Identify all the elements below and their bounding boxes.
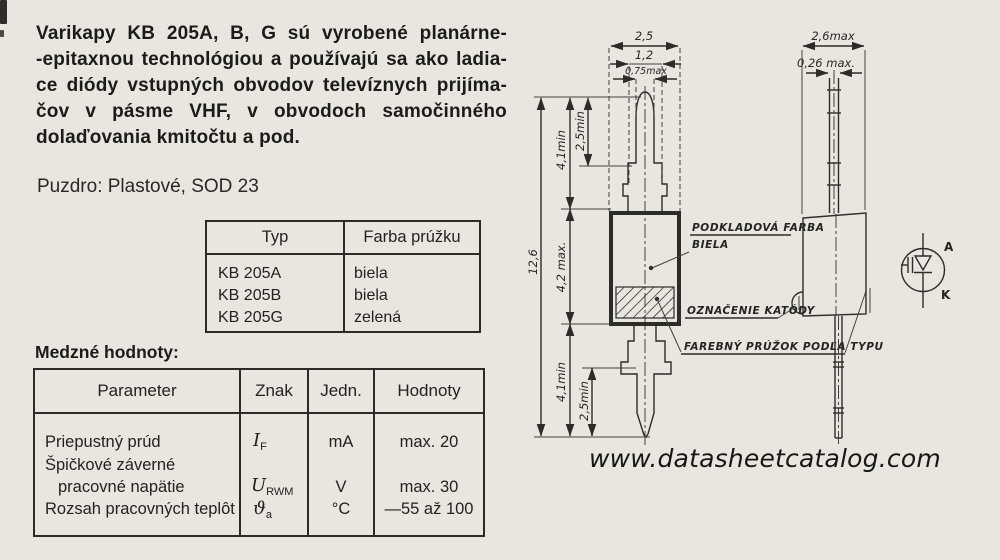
- intro-line: Varikapy KB 205A, B, G sú vyrobené planárne-: [36, 23, 507, 44]
- label-base-color-line2: BIELA: [692, 239, 729, 251]
- column-header-farba: Farba prúžku: [363, 228, 461, 246]
- table-cell-unit: mA: [328, 433, 354, 451]
- intro-line: ce diódy vstupných obvodov televíznych prijíma-: [36, 75, 507, 96]
- symbol-subscript: F: [260, 441, 267, 453]
- dim-label-body-width: 2,5: [634, 29, 654, 43]
- table-cell-parameter: Priepustný prúd: [45, 433, 161, 451]
- table-cell-value: max. 20: [399, 433, 459, 451]
- dim-label-rod-width: 0,75max: [625, 66, 667, 77]
- dim-label-tip-bottom: 2,5min: [577, 381, 591, 421]
- color-stripe-hatch: [616, 287, 674, 318]
- leader-dot: [649, 266, 653, 270]
- column-header-hodnoty: Hodnoty: [397, 381, 461, 400]
- column-header-znak: Znak: [255, 381, 293, 400]
- dim-label-lead-width: 0,26 max.: [797, 56, 855, 70]
- symbol-subscript: RWM: [266, 486, 294, 498]
- varicap-symbol: [901, 233, 954, 308]
- bottom-lead: [621, 324, 671, 437]
- table-cell: biela: [354, 287, 388, 304]
- side-view: [792, 29, 870, 444]
- leader-line: [652, 252, 689, 268]
- dim-label-lead-top: 4,1min: [554, 130, 568, 170]
- label-base-color-line1: PODKLADOVÁ FARBA: [692, 222, 825, 234]
- cathode-label: K: [941, 288, 951, 302]
- package-line: Puzdro: Plastové, SOD 23: [37, 176, 259, 197]
- watermark: www.datasheetcatalog.com: [589, 444, 941, 473]
- symbol-base: U: [251, 475, 267, 496]
- dim-label-lead-bottom: 4,1min: [554, 362, 568, 402]
- table-cell: biela: [354, 265, 388, 282]
- table-cell-parameter: Rozsah pracovných teplôt: [45, 500, 235, 518]
- table-cell: KB 205A: [218, 265, 282, 282]
- table-cell-parameter: pracovné napätie: [58, 478, 185, 496]
- dim-label-body-length: 4,2 max.: [554, 241, 568, 293]
- dim-label-total-length: 12,6: [526, 249, 540, 275]
- intro-line: dolaďovania kmitočtu a pod.: [36, 127, 300, 148]
- diode-triangle: [915, 256, 931, 270]
- table-cell: KB 205B: [218, 287, 282, 304]
- column-header-jedn: Jedn.: [320, 381, 362, 400]
- intro-line: čov v pásme VHF, v obvodoch samočinného: [36, 101, 507, 122]
- table-cell-unit: V: [335, 478, 347, 496]
- dim-label-step-width: 1,2: [634, 48, 654, 62]
- dim-label-side-width: 2,6max: [811, 29, 855, 43]
- column-header-parameter: Parameter: [97, 381, 177, 400]
- table-cell-parameter: Špičkové záverné: [45, 456, 176, 474]
- limits-heading: Medzné hodnoty:: [35, 342, 179, 362]
- table-cell: KB 205G: [218, 309, 283, 326]
- table-cell-unit: °C: [331, 500, 351, 518]
- dim-label-tip-top: 2,5min: [573, 111, 587, 151]
- symbol-base: ϑ: [253, 498, 266, 519]
- table-cell: zelená: [354, 309, 402, 326]
- table-cell-value: max. 30: [399, 478, 459, 496]
- column-header-typ: Typ: [261, 228, 289, 246]
- table-cell-value: —55 až 100: [384, 500, 474, 518]
- anode-label: A: [944, 240, 954, 254]
- symbol-subscript: a: [265, 509, 272, 521]
- label-cathode-mark: OZNAČENIE KATÓDY: [687, 305, 815, 317]
- intro-line: -epitaxnou technológiou a používajú sa ako ladia-: [36, 49, 507, 70]
- label-color-stripe: FAREBNÝ PRÚŽOK PODĽA TYPU: [684, 341, 884, 353]
- symbol-base: I: [253, 430, 261, 451]
